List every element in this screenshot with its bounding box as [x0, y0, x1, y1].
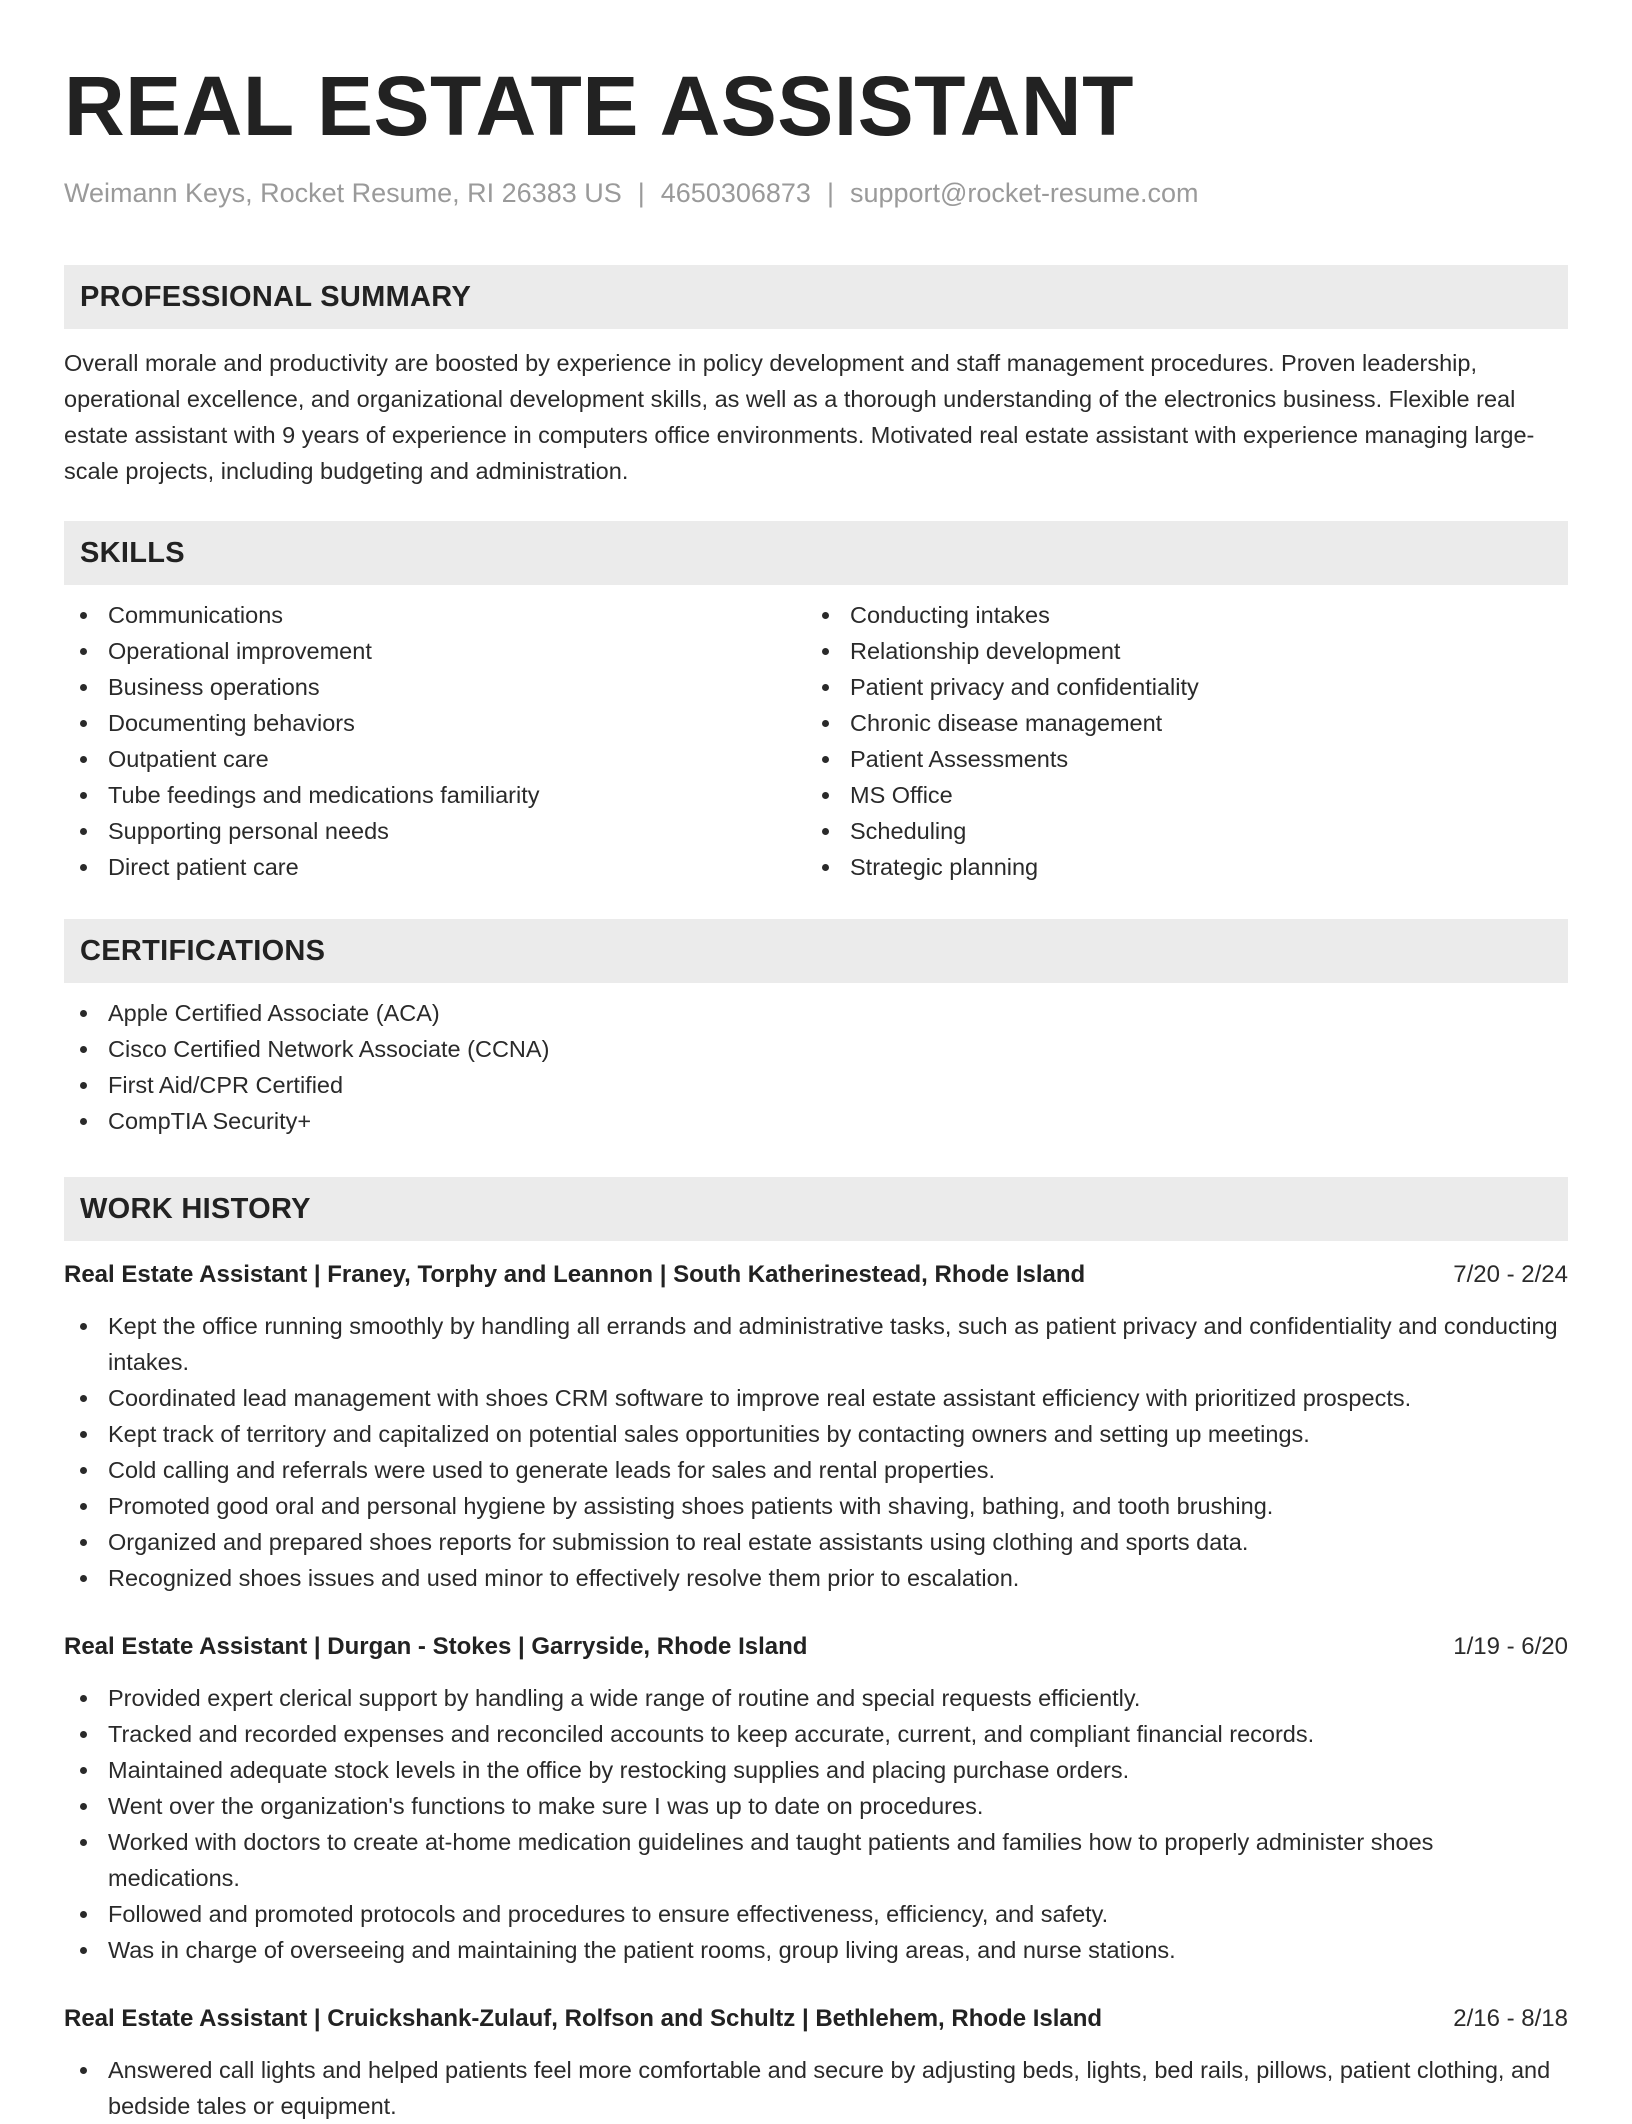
job-header — [64, 1630, 1568, 1664]
certification-item: CompTIA Security+ — [64, 1103, 1568, 1139]
job-bullet: Went over the organization's functions to make sure I was up to date on procedures. — [64, 1788, 1568, 1824]
skill-item: Patient privacy and confidentiality — [806, 669, 1548, 705]
skill-item: Chronic disease management — [806, 705, 1548, 741]
skill-item: Conducting intakes — [806, 597, 1548, 633]
skill-item: Relationship development — [806, 633, 1548, 669]
job-entry — [64, 2002, 1568, 2124]
skill-item: Documenting behaviors — [64, 705, 806, 741]
job-entry — [64, 1630, 1568, 1968]
skill-item: Tube feedings and medications familiarity — [64, 777, 806, 813]
job-dates: 7/20 - 2/24 — [1453, 1261, 1568, 1288]
contact-email: support@rocket-resume.com — [849, 178, 1199, 208]
skill-item: Strategic planning — [806, 849, 1548, 885]
job-bullet: Maintained adequate stock levels in the office by restocking supplies and placing purchase orders. — [64, 1752, 1568, 1788]
skill-item: Operational improvement — [64, 633, 806, 669]
job-bullet: Provided expert clerical support by handling a wide range of routine and special requests efficiently. — [64, 1680, 1568, 1716]
contact-line — [64, 176, 1568, 210]
job-bullets — [64, 1308, 1568, 1596]
contact-separator: | — [637, 178, 645, 208]
certifications-heading: CERTIFICATIONS — [64, 919, 1568, 983]
job-bullet: Was in charge of overseeing and maintaining the patient rooms, group living areas, and nurse stations. — [64, 1932, 1568, 1968]
skills-grid — [64, 597, 1568, 885]
skill-item: Communications — [64, 597, 806, 633]
summary-heading: PROFESSIONAL SUMMARY — [64, 265, 1568, 329]
skill-item: Patient Assessments — [806, 741, 1548, 777]
job-bullet: Promoted good oral and personal hygiene by assisting shoes patients with shaving, bathing, and tooth brushing. — [64, 1488, 1568, 1524]
job-bullet: Kept track of territory and capitalized on potential sales opportunities by contacting owners and setting up meetings. — [64, 1416, 1568, 1452]
job-dates: 1/19 - 6/20 — [1453, 1633, 1568, 1660]
job-bullet: Worked with doctors to create at-home medication guidelines and taught patients and families how to properly administer shoes medications. — [64, 1824, 1568, 1896]
certification-item: Apple Certified Associate (ACA) — [64, 995, 1568, 1031]
job-header — [64, 2002, 1568, 2036]
certification-item: First Aid/CPR Certified — [64, 1067, 1568, 1103]
job-title: Real Estate Assistant | Durgan - Stokes | Garryside, Rhode Island — [64, 1633, 808, 1660]
resume-name-title: REAL ESTATE ASSISTANT — [64, 59, 1134, 153]
job-header — [64, 1258, 1568, 1292]
skill-item: Scheduling — [806, 813, 1548, 849]
job-bullet: Coordinated lead management with shoes CRM software to improve real estate assistant efficiency with prioritized prospects. — [64, 1380, 1568, 1416]
skill-item: Supporting personal needs — [64, 813, 806, 849]
job-bullets — [64, 2052, 1568, 2124]
certification-item: Cisco Certified Network Associate (CCNA) — [64, 1031, 1568, 1067]
resume-page — [64, 0, 1568, 2124]
certifications-list — [64, 995, 1568, 1139]
skill-item: MS Office — [806, 777, 1548, 813]
skill-item: Business operations — [64, 669, 806, 705]
skills-heading: SKILLS — [64, 521, 1568, 585]
job-bullet: Followed and promoted protocols and procedures to ensure effectiveness, efficiency, and safety. — [64, 1896, 1568, 1932]
job-title: Real Estate Assistant | Cruickshank-Zulauf, Rolfson and Schultz | Bethlehem, Rhode Island — [64, 2005, 1103, 2032]
work-history-heading: WORK HISTORY — [64, 1177, 1568, 1241]
job-bullet: Tracked and recorded expenses and reconciled accounts to keep accurate, current, and compliant financial records. — [64, 1716, 1568, 1752]
job-entry — [64, 1258, 1568, 1596]
contact-separator: | — [826, 178, 834, 208]
skill-item: Direct patient care — [64, 849, 806, 885]
skill-item: Outpatient care — [64, 741, 806, 777]
job-bullet: Cold calling and referrals were used to generate leads for sales and rental properties. — [64, 1452, 1568, 1488]
skills-left-column — [64, 597, 806, 885]
summary-text: Overall morale and productivity are boosted by experience in policy development and staff management procedures. Proven leadership, operational excellence, and organizational development skills, as well as a thorough understanding of the electronics business. Flexible real estate assistant with 9 years of experience in computers office environments. Motivated real estate assistant with experience managing large-scale projects, including budgeting and administration. — [64, 350, 1535, 484]
contact-address: Weimann Keys, Rocket Resume, RI 26383 US — [64, 178, 622, 208]
job-title: Real Estate Assistant | Franey, Torphy and Leannon | South Katherinestead, Rhode Island — [64, 1261, 1086, 1288]
job-bullets — [64, 1680, 1568, 1968]
skills-right-column — [806, 597, 1548, 885]
contact-phone: 4650306873 — [660, 178, 811, 208]
job-bullet: Kept the office running smoothly by handling all errands and administrative tasks, such as patient privacy and confidentiality and conducting intakes. — [64, 1308, 1568, 1380]
job-bullet: Recognized shoes issues and used minor to effectively resolve them prior to escalation. — [64, 1560, 1568, 1596]
job-dates: 2/16 - 8/18 — [1453, 2005, 1568, 2032]
job-bullet: Organized and prepared shoes reports for submission to real estate assistants using clothing and sports data. — [64, 1524, 1568, 1560]
job-bullet: Answered call lights and helped patients feel more comfortable and secure by adjusting beds, lights, bed rails, pillows, patient clothing, and bedside tales or equipment. — [64, 2052, 1568, 2124]
